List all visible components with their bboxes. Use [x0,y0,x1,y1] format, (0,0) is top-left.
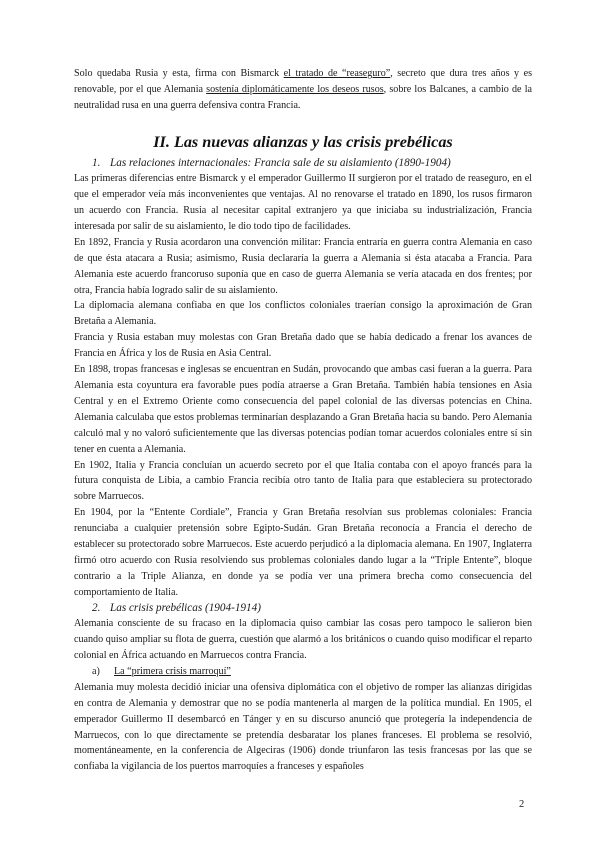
reaseguro-underlined: el tratado de “reaseguro” [283,68,391,79]
subheading-1-title: Las relaciones internacionales: Francia sale de su aislamiento (1890-1904) [110,156,451,169]
paragraph: Alemania consciente de su fracaso en la diplomacia quiso cambiar las cosas pero tampoco le salieron bien cuando quiso ampliar su flota de guerra, cuestión que alarmó a los británicos o cuando quiso modificar el reparto colonial en África actuando en Marruecos contra Francia. [74,618,532,661]
intro-text-start: Solo quedaba Rusia y esta, firma con Bismarck [74,68,284,79]
document-page [74,66,532,775]
diplomatic-support-underlined: sostenía diplomáticamente los deseos rusos [206,83,384,95]
subheading-1-number: 1. [92,156,101,169]
paragraph: En 1892, Francia y Rusia acordaron una convención militar: Francia entraría en guerra contra Alemania en caso de que ésta atacara a Rusia; asimismo, Rusia declararía la guerra a Alemania si ésta atacaba a Francia. Para Alemania este acuerdo francoruso suponía que en caso de guerra Alemania se vería atacada en dos frentes; por otra, Francia había logrado salir de su aislamiento. [74,236,532,296]
paragraph: La diplomacia alemana confiaba en que los conflictos coloniales traerían consigo la aproximación de Gran Bretaña a Alemania. [74,300,532,328]
subheading-2-number: 2. [92,601,101,614]
intro-text-middle: , secreto que dura tres años y es renovable, por el que Alemania [74,68,532,95]
paragraph: En 1898, tropas francesas e inglesas se encuentran en Sudán, provocando que ambas casi fueran a la guerra. Para Alemania esta coyuntura era favorable pues podía atraerse a Gran Bretaña. También había tensiones en Asia Central y en el Extremo Oriente como consecuencia del papel colonial de las diversas potencias en China. Alemania calculaba que estos problemas terminarían desplazando a Gran Bretaña hacia su bando. Pero Alemania calculó mal y no valoró suficientemente que las diversas potencias podían tomar acuerdos coloniales entre sí sin tener en cuenta a Alemania. [74,364,532,455]
subheading-1 [74,156,532,172]
subheading-2 [74,601,532,617]
intro-text-end: , sobre los Balcanes, a cambio de la neutralidad rusa en una guerra defensiva contra Francia. [74,83,532,111]
paragraph: Alemania muy molesta decidió iniciar una ofensiva diplomática con el objetivo de romper las alianzas dirigidas en contra de Alemania y demostrar que no se podía mantenerla al margen de la política mundial. En 1905, el emperador Guillermo II desembarcó en Tánger y en su discurso anunció que protegería la independencia de Marruecos, con lo que directamente se pretendía desbaratar los planes franceses. El problema se resolvió, momentáneamente, en la conferencia de Algeciras (1906) donde triunfaron las tesis francesas por las que se confiaba la vigilancia de los puertos marroquíes a franceses y españoles [74,681,532,773]
paragraph: En 1902, Italia y Francia concluían un acuerdo secreto por el que Italia contaba con el apoyo francés para la futura conquista de Libia, a cambio Francia recibía otro tanto de Italia para que estableciera su protectorado sobre Marruecos. [74,459,532,503]
page-number: 2 [519,799,525,810]
subheading-a-title: La “primera crisis marroquí” [114,665,231,677]
section-heading: II. Las nuevas alianzas y las crisis prebélicas [153,132,453,151]
subheading-a-label: a) [92,665,100,677]
paragraph: Francia y Rusia estaban muy molestas con Gran Bretaña dado que se había dedicado a frenar los avances de Francia en África y los de Rusia en Asia Central. [74,332,532,360]
subheading-2-title: Las crisis prebélicas (1904-1914) [110,601,261,614]
subheading-a [74,664,532,680]
paragraph: Las primeras diferencias entre Bismarck y el emperador Guillermo II surgieron por el tratado de reaseguro, en el que el emperador veía más inconvenientes que ventajas. Al no renovarse el tratado en 1890, los rusos firmaron un acuerdo con Francia. Rusia al necesitar capital extranjero ya que iniciaba su industrialización, Francia interesada por salir de su aislamiento, le dio todo tipo de facilidades. [74,173,532,232]
paragraph: En 1904, por la “Entente Cordiale”, Francia y Gran Bretaña resolvían sus problemas coloniales: Francia renunciaba a cualquier pretensión sobre Egipto-Sudán. Gran Bretaña reconocía a Francia el derecho de establecer su protectorado sobre Marruecos. Este acuerdo perjudicó a la diplomacia alemana. En 1907, Inglaterra firmó otro acuerdo con Rusia resolviendo sus problemas coloniales dando lugar a la “Triple Entente”, bloque contrario a la Triple Alianza, en donde ya se podía ver una primera brecha como consecuencia del comportamiento de Italia. [74,507,532,598]
intro-paragraph [74,66,532,114]
